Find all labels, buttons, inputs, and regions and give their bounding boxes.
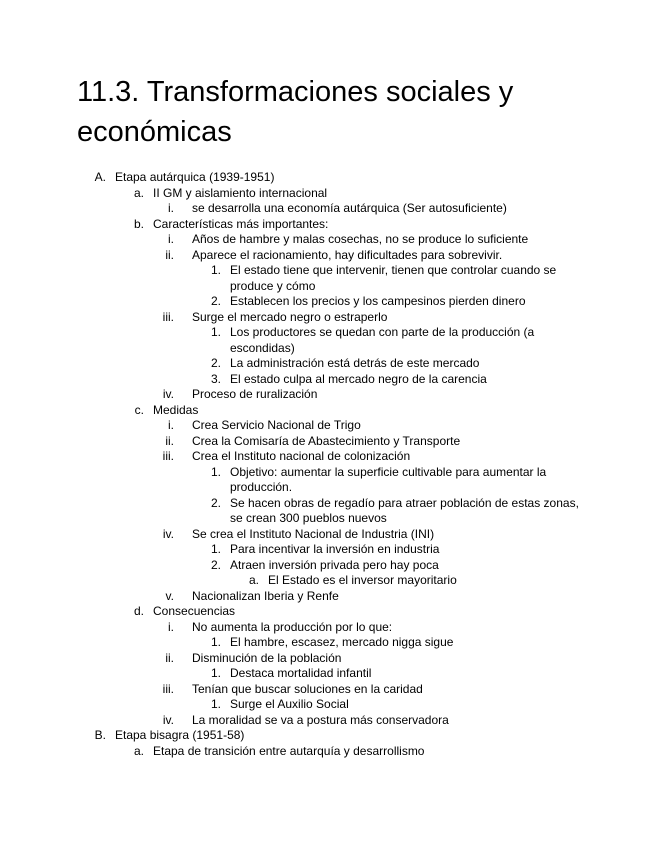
outline-text: Establecen los precios y los campesinos pierden dinero bbox=[230, 294, 526, 308]
outline-marker: 2. bbox=[210, 495, 221, 510]
outline-marker: iii. bbox=[162, 449, 174, 463]
outline-marker: i. bbox=[168, 619, 174, 634]
outline-text: Proceso de ruralización bbox=[192, 387, 318, 401]
outline-text: se crean 300 pueblos nuevos bbox=[230, 511, 387, 525]
outline-text: Etapa autárquica (1939-1951) bbox=[115, 170, 275, 184]
outline-marker: 1. bbox=[210, 325, 221, 339]
outline-marker: 1. bbox=[210, 697, 221, 711]
outline-marker: 2. bbox=[210, 294, 221, 308]
outline-marker: i. bbox=[168, 232, 174, 246]
outline-marker: 1. bbox=[210, 666, 221, 680]
outline-marker: ii. bbox=[165, 650, 174, 665]
outline-text: Surge el mercado negro o estraperlo bbox=[192, 309, 388, 324]
outline-marker: i. bbox=[168, 201, 174, 215]
outline-marker: 1. bbox=[210, 542, 221, 556]
outline-text: El estado tiene que intervenir, tienen que controlar cuando se bbox=[230, 263, 557, 277]
outline-marker: i. bbox=[168, 418, 174, 432]
outline-marker: 1. bbox=[210, 635, 221, 649]
outline-text: Atraen inversión privada pero hay poca bbox=[230, 557, 439, 572]
outline-text: No aumenta la producción por lo que: bbox=[192, 619, 393, 634]
outline-marker: iii. bbox=[162, 681, 174, 696]
outline-text: La moralidad se va a postura más conservadora bbox=[192, 712, 449, 727]
outline-text: Destaca mortalidad infantil bbox=[230, 666, 372, 680]
outline-text: Características más importantes: bbox=[153, 216, 329, 231]
outline-marker: A. bbox=[94, 170, 106, 184]
outline-marker: 1. bbox=[210, 464, 221, 479]
outline-text: Disminución de la población bbox=[192, 650, 342, 665]
outline-text: II GM y aislamiento internacional bbox=[153, 185, 328, 200]
outline-text: Nacionalizan Iberia y Renfe bbox=[192, 588, 339, 603]
outline-marker: ii. bbox=[165, 433, 174, 448]
outline-text: Consecuencias bbox=[153, 604, 236, 618]
outline-text: se desarrolla una economía autárquica (Ser autosuficiente) bbox=[192, 201, 507, 215]
outline-marker: 2. bbox=[210, 356, 221, 370]
outline-text: La administración está detrás de este mercado bbox=[230, 356, 480, 370]
outline-text: Etapa bisagra (1951-58) bbox=[115, 728, 245, 742]
outline-text: Aparece el racionamiento, hay dificultades para sobrevivir. bbox=[192, 247, 503, 262]
outline-marker: 3. bbox=[210, 371, 221, 386]
outline-text: Crea la Comisaría de Abastecimiento y Transporte bbox=[192, 433, 461, 448]
outline-marker: B. bbox=[94, 728, 106, 742]
outline-text: produce y cómo bbox=[230, 278, 316, 293]
outline-marker: d. bbox=[133, 604, 144, 618]
outline-marker: iv. bbox=[162, 712, 174, 727]
outline-marker: c. bbox=[134, 402, 144, 417]
outline-text: Se crea el Instituto Nacional de Industria (INI) bbox=[192, 526, 435, 541]
outline-text: escondidas) bbox=[230, 340, 295, 355]
outline-marker: a. bbox=[133, 743, 144, 758]
outline-marker: a. bbox=[248, 573, 259, 587]
outline-marker: b. bbox=[133, 216, 144, 231]
outline-marker: iv. bbox=[162, 526, 174, 541]
outline-text: El hambre, escasez, mercado nigga sigue bbox=[230, 635, 454, 649]
outline-text: Los productores se quedan con parte de la producción (a bbox=[230, 325, 535, 339]
outline-text: El Estado es el inversor mayoritario bbox=[268, 573, 457, 587]
outline-text: Medidas bbox=[153, 402, 199, 417]
outline-marker: ii. bbox=[165, 247, 174, 262]
outline-text: El estado culpa al mercado negro de la carencia bbox=[230, 371, 487, 386]
outline-text: Se hacen obras de regadío para atraer población de estas zonas, bbox=[230, 495, 579, 510]
outline-marker: v. bbox=[165, 588, 174, 603]
outline-marker: iv. bbox=[162, 387, 174, 401]
outline-text: producción. bbox=[230, 480, 293, 494]
outline-marker: iii. bbox=[162, 309, 174, 324]
outline-text: Objetivo: aumentar la superficie cultivable para aumentar la bbox=[230, 464, 547, 479]
page-title: 11.3. Transformaciones sociales y económicas bbox=[77, 76, 514, 148]
outline-text: Tenían que buscar soluciones en la caridad bbox=[192, 681, 423, 696]
outline-text: Etapa de transición entre autarquía y desarrollismo bbox=[153, 743, 425, 758]
outline-marker: a. bbox=[133, 185, 144, 200]
outline-marker: 1. bbox=[210, 263, 221, 277]
outline-text: Crea Servicio Nacional de Trigo bbox=[192, 418, 361, 432]
outline-marker: 2. bbox=[210, 557, 221, 572]
outline-text: Para incentivar la inversión en industria bbox=[230, 542, 440, 556]
outline-text: Años de hambre y malas cosechas, no se produce lo suficiente bbox=[192, 232, 529, 246]
outline-text: Surge el Auxilio Social bbox=[230, 697, 349, 711]
outline-text: Crea el Instituto nacional de colonización bbox=[192, 449, 411, 463]
